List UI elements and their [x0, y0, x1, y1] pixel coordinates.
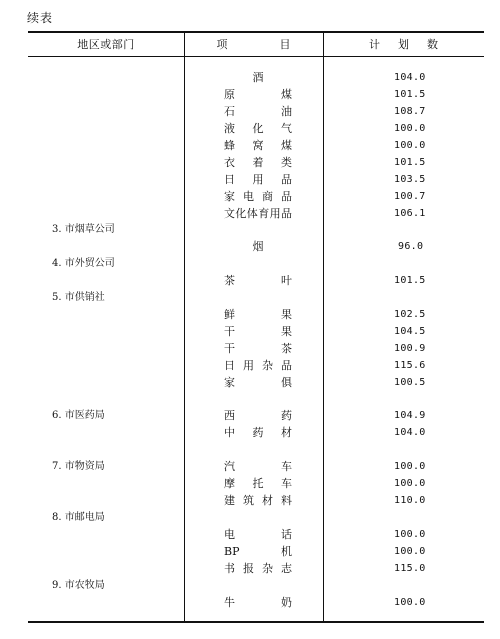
header-item-char: 项	[216, 38, 228, 51]
item-name: 牛奶	[224, 596, 292, 609]
item-name: 西药	[224, 409, 292, 422]
department-label: 4. 市外贸公司	[52, 258, 115, 269]
table-bottom-rule	[28, 621, 484, 623]
item-name: 烟	[252, 240, 264, 253]
header-item-char: 目	[279, 38, 291, 51]
item-name: 汽车	[224, 460, 292, 473]
item-name: 衣着类	[224, 156, 292, 169]
item-name: 干果	[224, 325, 292, 338]
plan-value: 100.0	[394, 546, 426, 557]
item-name: 家俱	[224, 376, 292, 389]
table-header-rule	[28, 56, 484, 57]
item-name: 蜂窝煤	[224, 139, 292, 152]
plan-value: 96.0	[398, 241, 424, 252]
department-label: 6. 市医药局	[52, 410, 105, 421]
plan-value: 104.9	[394, 410, 426, 421]
header-plan	[323, 35, 484, 55]
item-name: 日用品	[224, 173, 292, 186]
plan-value: 100.0	[394, 478, 426, 489]
department-label: 3. 市烟草公司	[52, 224, 115, 235]
item-name: 干茶	[224, 342, 292, 355]
item-name: 石油	[224, 105, 292, 118]
header-plan-char: 划	[398, 38, 409, 51]
department-label: 9. 市农牧局	[52, 580, 105, 591]
item-name: 电话	[224, 528, 292, 541]
item-name: 中药材	[224, 426, 292, 439]
plan-value: 100.0	[394, 123, 426, 134]
plan-value: 104.0	[394, 72, 426, 83]
item-name: 原煤	[224, 88, 292, 101]
plan-value: 110.0	[394, 495, 426, 506]
header-plan-char: 计	[369, 38, 380, 51]
plan-value: 108.7	[394, 106, 426, 117]
plan-value: 100.5	[394, 377, 426, 388]
item-name: 茶叶	[224, 274, 292, 287]
plan-value: 101.5	[394, 275, 426, 286]
item-name: 建筑材料	[224, 494, 292, 507]
item-name: 书报杂志	[224, 562, 292, 575]
plan-value: 115.6	[394, 360, 426, 371]
plan-value: 104.5	[394, 326, 426, 337]
plan-value: 101.5	[394, 89, 426, 100]
table-caption: 续表	[27, 11, 54, 25]
item-name: 家电商品	[224, 190, 292, 203]
item-name: 日用杂品	[224, 359, 292, 372]
plan-value: 102.5	[394, 309, 426, 320]
item-name: 酒	[252, 71, 264, 84]
plan-value: 101.5	[394, 157, 426, 168]
plan-value: 100.0	[394, 140, 426, 151]
department-label: 7. 市物资局	[52, 461, 105, 472]
header-region: 地区或部门	[77, 38, 135, 51]
item-name: BP机	[224, 545, 292, 558]
department-label: 8. 市邮电局	[52, 512, 105, 523]
item-name: 摩托车	[224, 477, 292, 490]
plan-value: 106.1	[394, 208, 426, 219]
plan-value: 103.5	[394, 174, 426, 185]
plan-value: 100.7	[394, 191, 426, 202]
plan-value: 104.0	[394, 427, 426, 438]
column-divider-1	[184, 33, 185, 622]
table-top-rule	[28, 31, 484, 33]
header-plan-char: 数	[427, 38, 438, 51]
column-divider-2	[323, 33, 324, 622]
item-name: 鲜果	[224, 308, 292, 321]
plan-value: 100.0	[394, 461, 426, 472]
header-item	[184, 35, 323, 55]
plan-value: 115.0	[394, 563, 426, 574]
department-label: 5. 市供销社	[52, 292, 105, 303]
item-name: 文化体育用品	[224, 207, 292, 220]
item-name: 液化气	[224, 122, 292, 135]
plan-value: 100.0	[394, 597, 426, 608]
plan-value: 100.0	[394, 529, 426, 540]
plan-value: 100.9	[394, 343, 426, 354]
